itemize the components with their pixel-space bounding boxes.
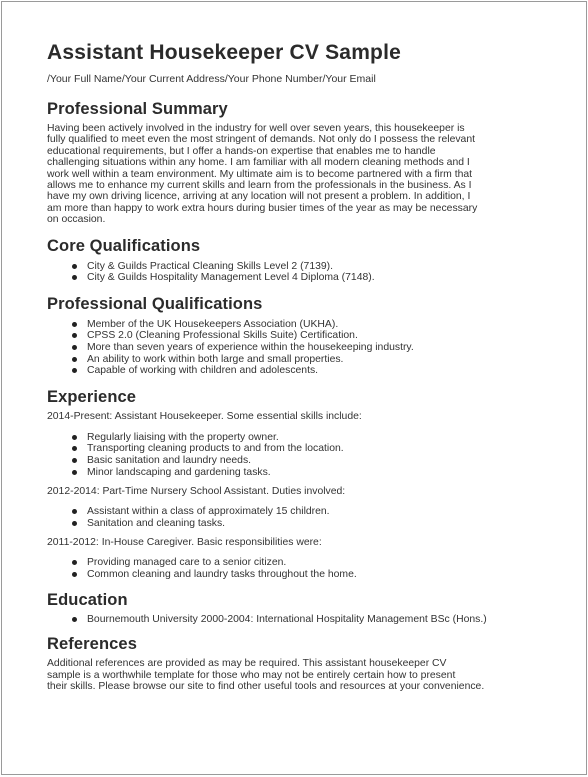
education-heading: Education [47,590,128,609]
summary-line: on occasion. [47,214,106,226]
summary-line: Having been actively involved in the industry for well over seven years, this housekeeper is [47,123,465,134]
experience-heading: Experience [47,387,137,406]
list-item: Basic sanitation and laundry needs. [47,455,547,467]
references-line: their skills. Please browse our site to find other useful tools and resources at your convenience. [47,680,485,692]
job-duties-list [47,432,547,478]
list-item: Providing managed care to a senior citizen. [47,557,547,569]
summary-line: challenging situations within any home. I am familiar with all modern cleaning methods and I [47,157,470,169]
list-item: Common cleaning and laundry tasks throughout the home. [47,569,547,581]
cv-page [1,1,587,775]
list-item: Minor landscaping and gardening tasks. [47,467,547,479]
list-item: CPSS 2.0 (Cleaning Professional Skills Suite) Certification. [47,330,547,342]
list-item: An ability to work within both large and small properties. [47,354,547,366]
list-item: City & Guilds Practical Cleaning Skills Level 2 (7139). [47,261,547,273]
cv-title: Assistant Housekeeper CV Sample [47,41,402,64]
list-item: Member of the UK Housekeepers Association (UKHA). [47,319,547,331]
summary-line: work well within a team environment. My ultimate aim is to become partnered with a firm that [47,168,473,180]
references-heading: References [47,635,137,654]
professional-list [47,319,547,377]
list-item: Regularly liaising with the property owner. [47,432,547,444]
list-item: Bournemouth University 2000-2004: International Hospitality Management BSc (Hons.) [47,614,547,626]
job-title: 2012-2014: Part-Time Nursery School Assistant. Duties involved: [47,486,346,498]
summary-line: educational requirements, but I offer a hands-on expertise that enables me to handle [47,145,436,157]
job-title: 2014-Present: Assistant Housekeeper. Some essential skills include: [47,410,362,422]
references-line: Additional references are provided as may be required. This assistant housekeeper CV [47,658,447,670]
job-duties-list [47,506,547,529]
summary-line: fully qualified to meet even the most stringent of demands. Not only do I possess the relevant [47,134,475,146]
references-paragraph [47,658,547,692]
contact-line: /Your Full Name/Your Current Address/Your Phone Number/Your Email [47,73,376,85]
list-item: City & Guilds Hospitality Management Level 4 Diploma (7148). [47,272,547,284]
core-list [47,261,547,284]
job-duties-list [47,557,547,580]
summary-line: allows me to enhance my current skills and learn from the professionals in the business. As I [47,180,472,192]
list-item: Assistant within a class of approximately 15 children. [47,506,547,518]
summary-paragraph [47,123,547,226]
list-item: Sanitation and cleaning tasks. [47,518,547,530]
summary-line: have my own driving licence, arriving at any location will not present a problem. In addition, I [47,191,471,203]
references-line: sample is a worthwhile template for those who may not be entirely certain how to present [47,669,456,681]
core-heading: Core Qualifications [47,236,201,255]
education-list [47,614,547,626]
summary-line: am more than happy to work extra hours during busier times of the year as may be necessary [47,202,478,214]
list-item: Transporting cleaning products to and from the location. [47,443,547,455]
job-title: 2011-2012: In-House Caregiver. Basic responsibilities were: [47,537,322,549]
summary-heading: Professional Summary [47,100,228,118]
professional-heading: Professional Qualifications [47,294,263,313]
list-item: Capable of working with children and adolescents. [47,365,547,377]
list-item: More than seven years of experience within the housekeeping industry. [47,342,547,354]
cv-content [47,40,547,692]
